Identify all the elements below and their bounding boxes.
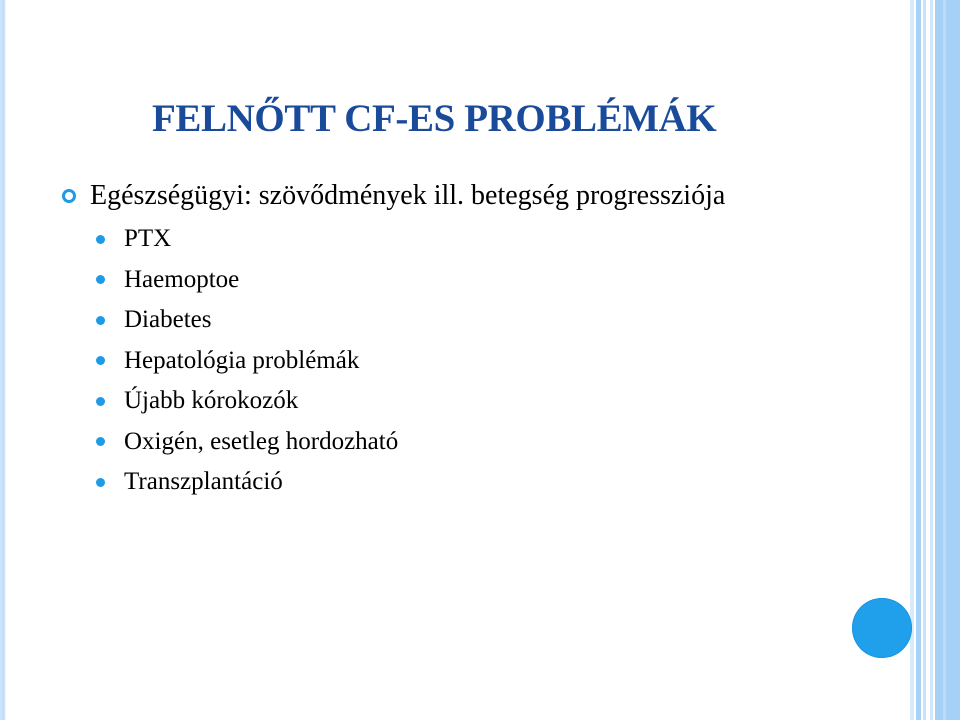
list-item-label: Haemoptoe (124, 265, 240, 293)
list-item (96, 300, 398, 341)
list-item-label: Transzplantáció (124, 468, 283, 496)
list-item-label: Hepatológia problémák (124, 346, 360, 374)
main-bullet-text: Egészségügyi: szövődmények ill. betegség progressziója (90, 180, 726, 211)
dot-bullet-icon (96, 235, 105, 244)
dot-bullet-icon (96, 356, 105, 365)
stripe (916, 0, 921, 720)
list-item-label: Újabb kórokozók (124, 387, 299, 415)
stripe (923, 0, 926, 720)
list-item (96, 219, 398, 260)
stripe (930, 0, 933, 720)
list-item (96, 422, 398, 463)
list-item-label: Diabetes (124, 306, 212, 334)
stripe (943, 0, 946, 720)
sub-bullet-list (96, 219, 398, 503)
ring-bullet-icon (62, 189, 76, 203)
list-item (96, 381, 398, 422)
dot-bullet-icon (96, 275, 105, 284)
dot-bullet-icon (96, 397, 105, 406)
left-border-decoration (0, 0, 6, 720)
slide-title: FELNŐTT CF-ES PROBLÉMÁK (152, 97, 717, 140)
stripe (910, 0, 914, 720)
dot-bullet-icon (96, 478, 105, 487)
dot-bullet-icon (96, 437, 105, 446)
main-bullet-item (62, 180, 725, 212)
list-item-label: Oxigén, esetleg hordozható (124, 427, 399, 455)
dot-bullet-icon (96, 316, 105, 325)
list-item-label: PTX (124, 225, 172, 253)
circle-decoration (852, 598, 912, 658)
list-item (96, 260, 398, 301)
list-item (96, 341, 398, 382)
stripe (935, 0, 960, 720)
right-stripes-decoration (910, 0, 960, 720)
list-item (96, 462, 398, 503)
